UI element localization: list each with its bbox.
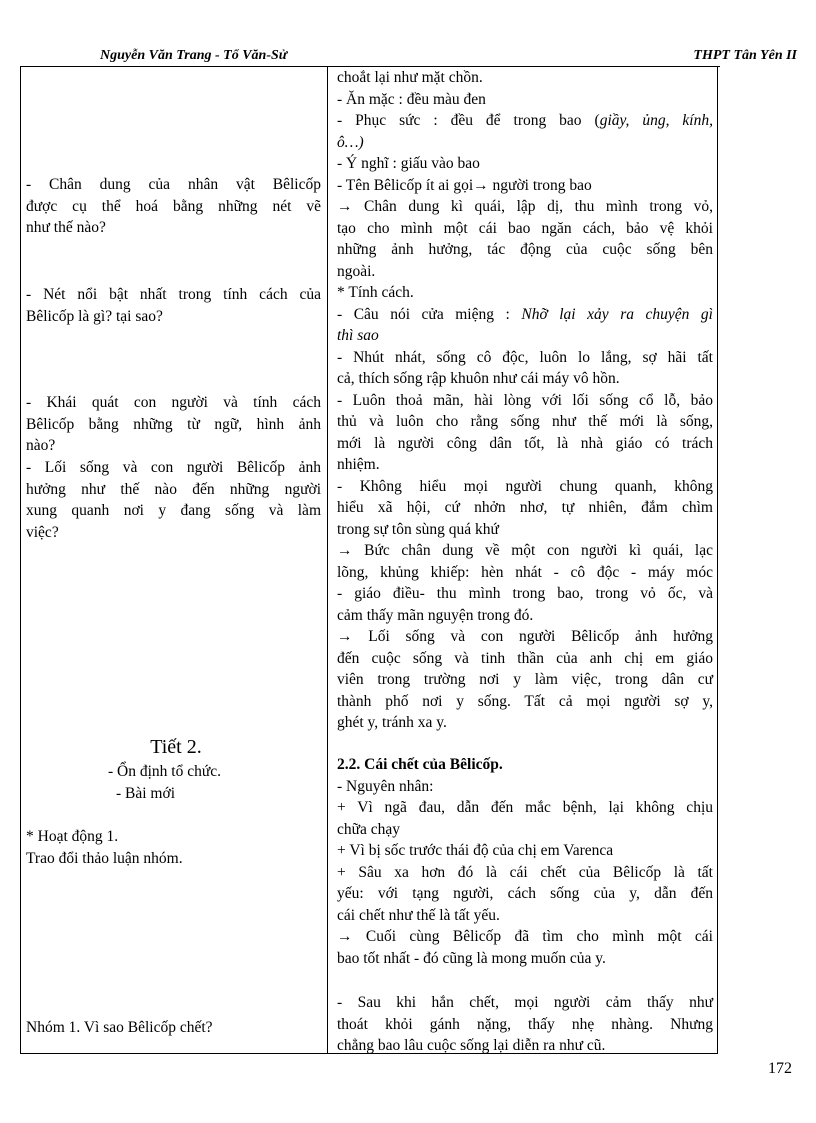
text-line: - Tên Bêlicốp ít ai gọi→ người trong bao (337, 176, 592, 194)
text-line: - Sau khi hắn chết, mọi người cảm thấy như (337, 994, 713, 1011)
text-line: - Khái quát con người và tính cách (26, 394, 321, 411)
text-line: ghét y, tránh xa y. (337, 714, 447, 731)
activity-block (26, 826, 321, 869)
text-line: + Vì bị sốc trước thái độ của chị em Varenca (337, 842, 614, 859)
text-line: mới là người công dân tốt, là nhà giáo có trách (337, 434, 713, 452)
text-line: - Nguyên nhân: (337, 777, 434, 795)
right-content-death (337, 754, 713, 969)
text-line: thoát khỏi gánh nặng, thấy nhẹ nhàng. Nhưng (337, 1015, 713, 1033)
text-line: Trao đổi thảo luận nhóm. (26, 849, 183, 867)
text-line: được cụ thể hoá bằng những nét vẽ (26, 197, 321, 215)
column-divider (327, 66, 328, 1053)
text-part: giầy, ủng, kính, (599, 112, 713, 129)
text-line: * Tính cách. (337, 284, 414, 301)
text-line: thành phố nơi y sống. Tất cả mọi người sợ y, (337, 692, 713, 710)
text-line: đến cuộc sống và tinh thần của anh chị em giáo (337, 649, 713, 667)
page-header (100, 48, 797, 66)
question-character (26, 284, 321, 327)
text-line: ô…) (337, 133, 364, 151)
text-line: ngoài. (337, 262, 376, 280)
text-line: + Sâu xa hơn đó là cái chết của Bêlicốp là tất (337, 863, 713, 881)
text-line: * Hoạt động 1. (26, 828, 119, 845)
text-line: nào? (26, 437, 56, 454)
text-line: chữa chạy (337, 820, 401, 838)
text-line: - Nhút nhát, sống cô độc, luôn lo lắng, sợ hãi tất (337, 348, 713, 366)
text-line: - Ổn định tổ chức. (108, 763, 222, 780)
text-line: Bêlicốp là gì? tại sao? (26, 307, 163, 325)
question-influence (26, 457, 321, 543)
question-summary (26, 392, 321, 457)
text-line: lõng, khủng khiếp: hèn nhát - cô độc - máy móc (337, 563, 713, 581)
text-line: - Lối sống và con người Bêlicốp ảnh (26, 459, 321, 476)
text-line: - giáo điều- thu mình trong bao, trong vỏ ốc, và (337, 585, 713, 602)
text-line: tạo cho mình một cái bao ngăn cách, bảo vệ khỏi (337, 219, 713, 237)
text-part: - Phục sức : đều để trong bao ( (337, 112, 600, 129)
question-portrait (26, 174, 321, 239)
text-line: → Bức chân dung về một con người kì quái, lạc (337, 542, 713, 559)
text-line: việc? (26, 523, 59, 541)
lesson-period-title: Tiết 2. (150, 736, 202, 758)
text-line (337, 110, 713, 132)
text-line: - Không hiểu mọi người chung quanh, không (337, 477, 713, 495)
text-line: viên trong trường nơi y làm việc, trong dân cư (337, 671, 713, 688)
lesson-table (20, 66, 718, 1054)
header-author: Nguyễn Văn Trang - Tổ Văn-Sử (100, 48, 288, 63)
text-line: - Ý nghĩ : giấu vào bao (337, 155, 480, 172)
right-content (337, 67, 713, 734)
text-line: hiểu xã hội, cứ nhởn nhơ, tự nhiên, đắm chìm (337, 499, 713, 516)
text-line: - Chân dung của nhân vật Bêlicốp (26, 176, 321, 193)
text-line: - Luôn thoả mãn, hài lòng với lối sống cổ lỗ, bảo (337, 391, 713, 409)
text-line: Bêlicốp bằng những từ ngữ, hình ảnh (26, 415, 321, 433)
section-heading: 2.2. Cái chết của Bêlicốp. (337, 756, 503, 773)
text-line: cảm thấy mãn nguyện trong đó. (337, 606, 534, 624)
text-line: những ảnh hưởng, tác động của cuộc sống bên (337, 241, 713, 258)
text-line: hưởng như thế nào đến những người (26, 480, 321, 498)
text-line: xung quanh nơi y đang sống và làm (26, 502, 321, 519)
text-line: - Nét nổi bật nhất trong tính cách của (26, 286, 321, 303)
text-line: nhiệm. (337, 456, 380, 473)
page-number: 172 (768, 1060, 792, 1077)
text-line: cái chết như thế là tất yếu. (337, 906, 500, 924)
text-line: trong sự tôn sùng quá khứ (337, 520, 499, 538)
text-part: Nhỡ lại xảy ra chuyện gì (521, 305, 713, 323)
text-line: thủ và luôn cho rằng sống như thế mới là sống, (337, 413, 713, 430)
text-line: → Chân dung kì quái, lập dị, thu mình trong vỏ, (337, 198, 713, 215)
period-steps (108, 761, 308, 804)
text-line: - Bài mới (116, 784, 175, 802)
text-line (337, 304, 713, 326)
text-line: choắt lại như mặt chồn. (337, 69, 483, 86)
text-line: - Ăn mặc : đều màu đen (337, 90, 486, 108)
group-1-question (26, 1017, 321, 1039)
header-school: THPT Tân Yên II (693, 48, 797, 63)
text-line: cả, thích sống rập khuôn như cái máy vô hồn. (337, 370, 620, 387)
text-part: - Câu nói cửa miệng : (337, 305, 522, 323)
text-line: chẳng bao lâu cuộc sống lại diễn ra như cũ. (337, 1037, 606, 1054)
text-line: thì sao (337, 327, 379, 344)
right-content-after (337, 992, 713, 1057)
text-line: bao tốt nhất - đó cũng là mong muốn của y. (337, 949, 606, 967)
text-line: yếu: với tạng người, cách sống của y, dẫn đến (337, 885, 713, 902)
text-line: như thế nào? (26, 219, 106, 236)
text-line: → Lối sống và con người Bêlicốp ảnh hưởng (337, 628, 713, 645)
text-line: + Vì ngã đau, dẫn đến mắc bệnh, lại không chịu (337, 799, 713, 816)
text-line: Nhóm 1. Vì sao Bêlicốp chết? (26, 1019, 213, 1036)
text-line: → Cuối cùng Bêlicốp đã tìm cho mình một cái (337, 928, 713, 945)
